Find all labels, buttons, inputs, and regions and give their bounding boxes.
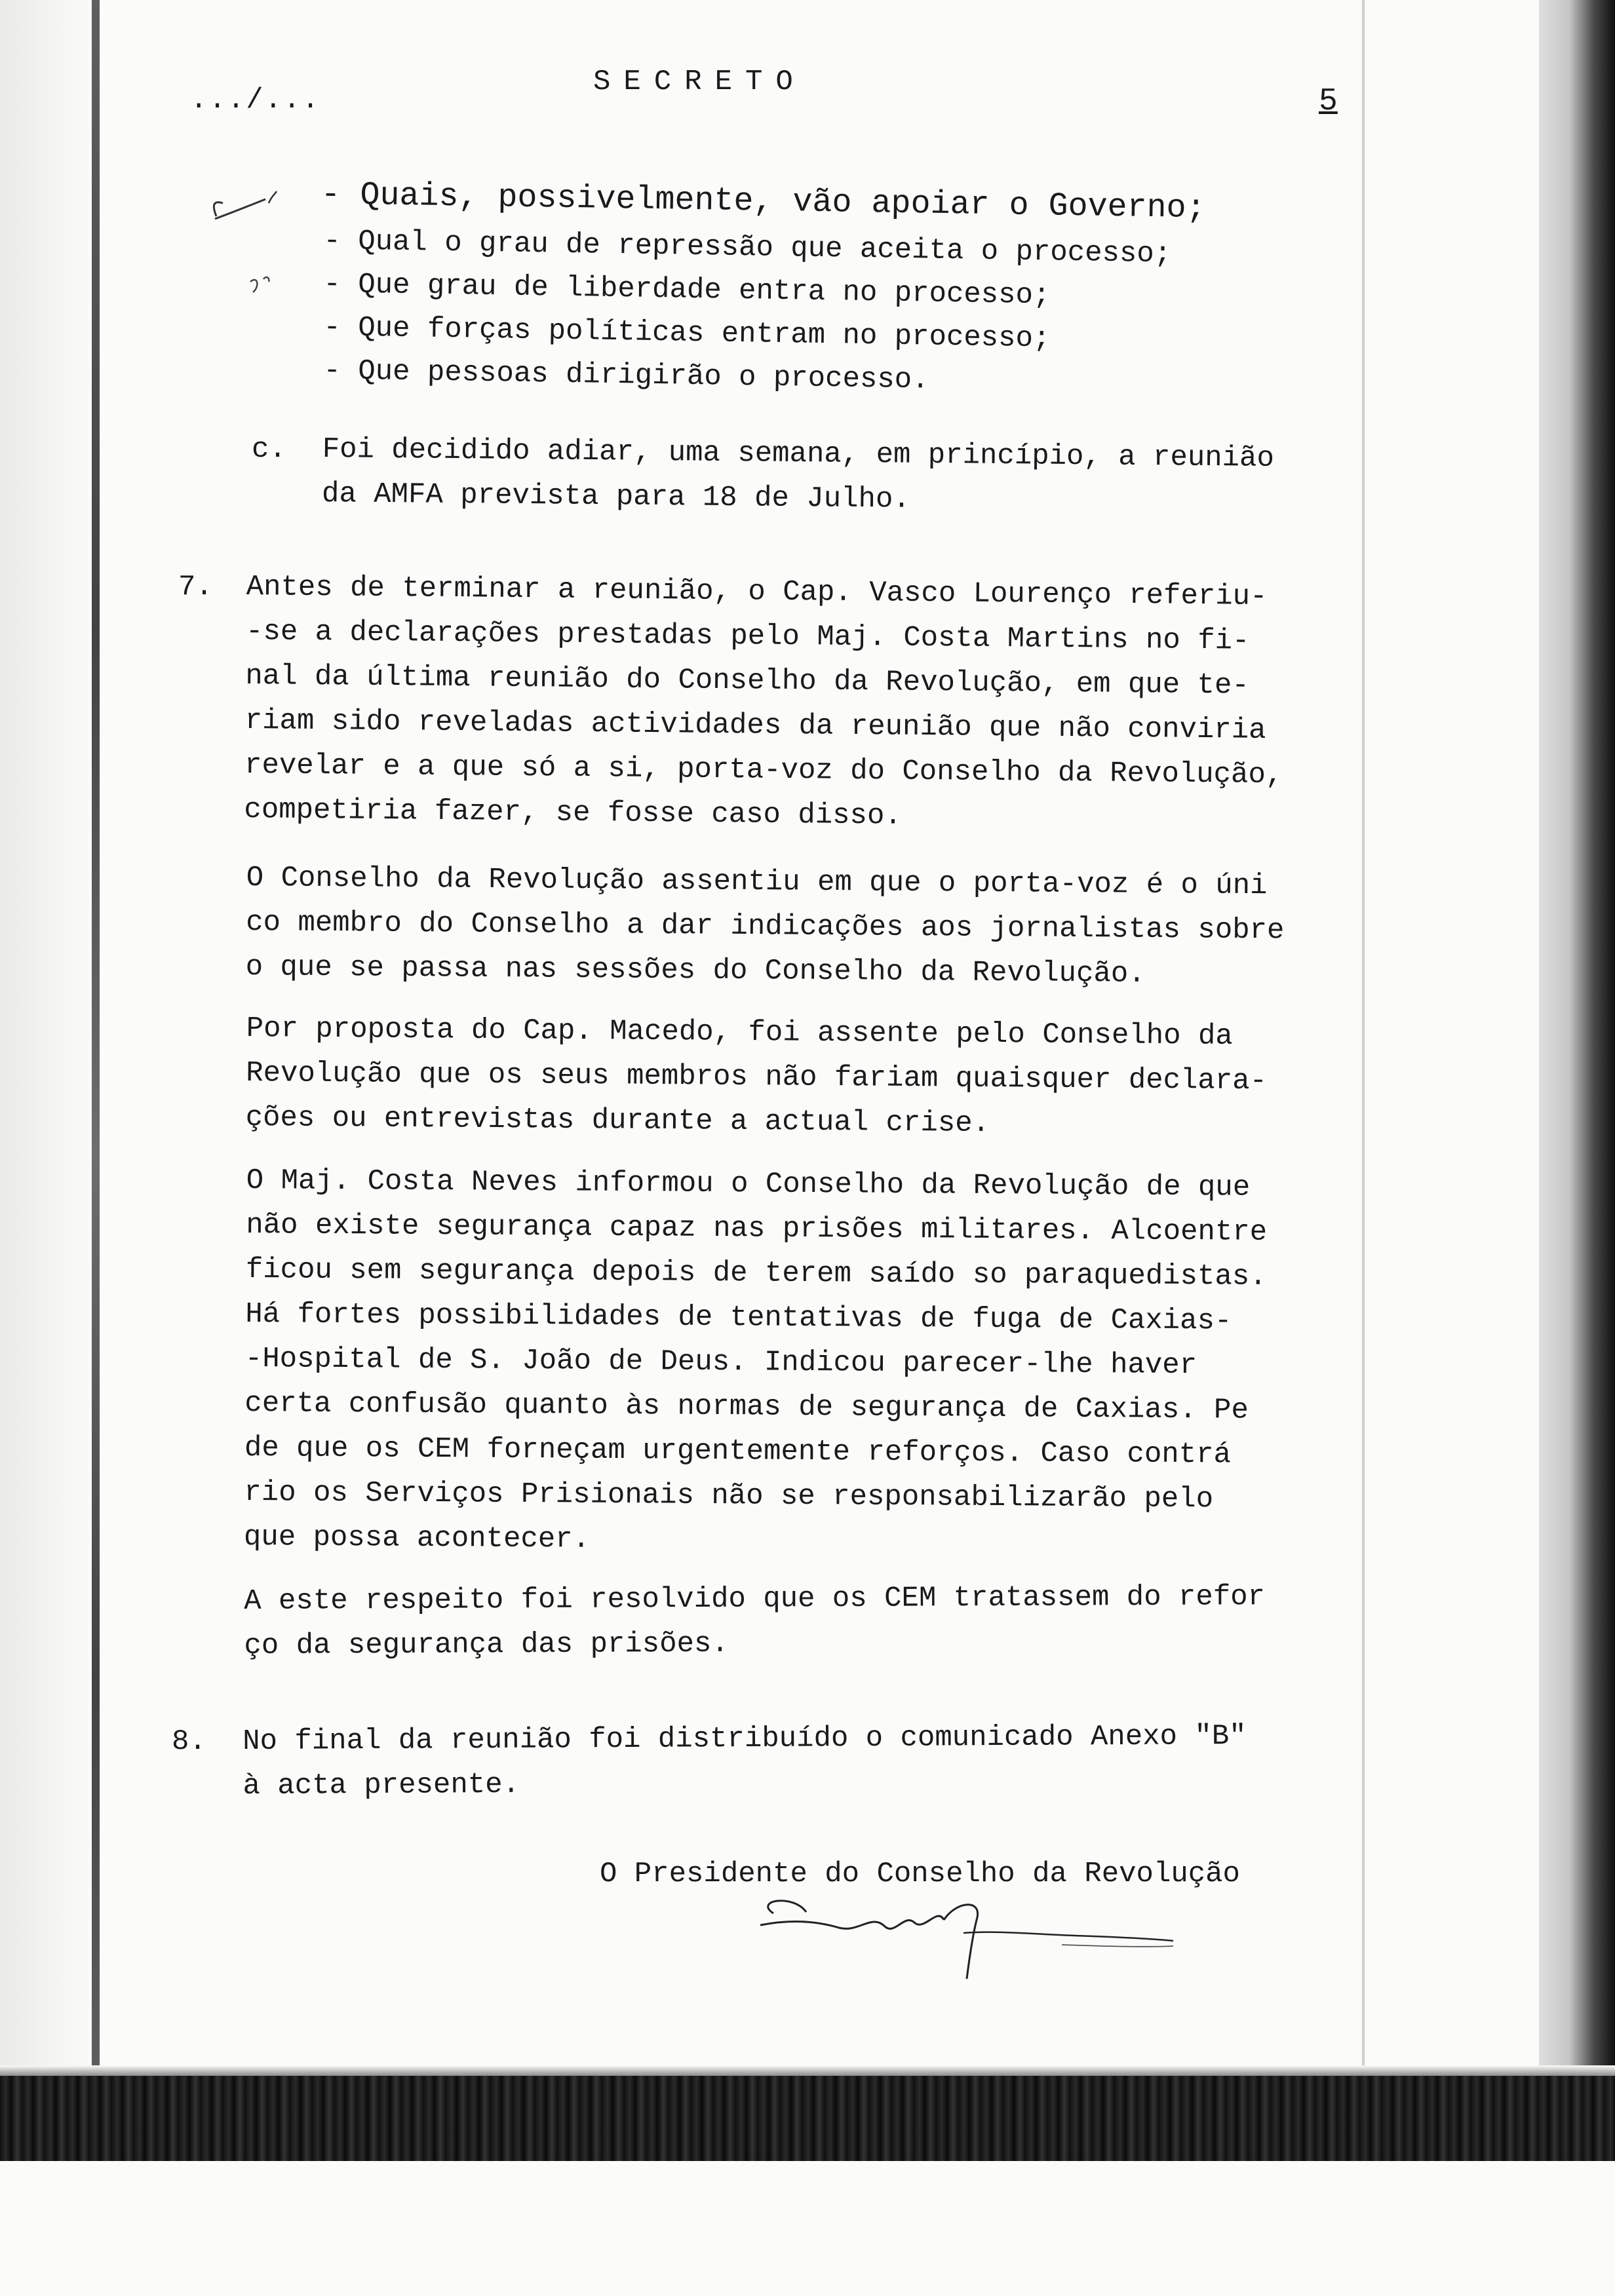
item-7-paragraph-1 — [244, 565, 1285, 842]
handwritten-signature — [747, 1894, 1180, 1992]
text-line: Há fortes possibilidades de tentativas de fuga de Caxias- — [245, 1297, 1232, 1338]
text-line: Antes de terminar a reunião, o Cap. Vasco Lourenço referiu- — [246, 570, 1268, 613]
text-line: rio os Serviços Prisionais não se responsabilizarão pelo — [244, 1476, 1214, 1516]
list-item: - Qual o grau de repressão que aceita o processo; — [323, 224, 1172, 271]
text-line: ficou sem segurança depois de terem saído so paraquedistas. — [245, 1253, 1267, 1293]
text-line: à acta presente. — [243, 1768, 520, 1803]
scan-right-inner-line — [1362, 0, 1365, 2071]
page-number: 5 — [1319, 84, 1338, 119]
signatory-title: O Presidente do Conselho da Revolução — [600, 1858, 1240, 1890]
item-marker: c. — [252, 433, 286, 466]
text-line: nal da última reunião do Conselho da Revolução, em que te- — [245, 659, 1249, 702]
list-item: - Que forças políticas entram no processo; — [323, 311, 1051, 356]
text-line: de que os CEM forneçam urgentemente reforços. Caso contrá — [244, 1431, 1232, 1472]
text-line: da AMFA prevista para 18 de Julho. — [321, 477, 910, 516]
text-line: certa confusão quanto às normas de segurança de Caxias. Pe — [244, 1387, 1249, 1427]
item-7-paragraph-5 — [244, 1575, 1265, 1668]
text-line: ções ou entrevistas durante a actual crise. — [245, 1101, 990, 1140]
text-line: riam sido reveladas actividades da reunião que não conviria — [244, 704, 1266, 747]
scan-left-edge — [0, 0, 98, 2097]
text-line: que possa acontecer. — [243, 1520, 591, 1556]
text-line: não existe segurança capaz nas prisões militares. Alcoentre — [246, 1208, 1268, 1249]
item-7-paragraph-2 — [245, 856, 1285, 997]
text-line: Por proposta do Cap. Macedo, foi assente pelo Conselho da — [246, 1012, 1233, 1053]
handwritten-margin-marks — [203, 177, 334, 308]
text-line: competiria fazer, se fosse caso disso. — [244, 793, 902, 833]
text-line: co membro do Conselho a dar indicações aos jornalistas sobre — [246, 906, 1285, 947]
item-7-paragraph-3 — [245, 1006, 1267, 1148]
scan-right-edge — [1539, 0, 1615, 2130]
text-line: No final da reunião foi distribuído o comunicado Anexo "B" — [243, 1719, 1247, 1758]
text-line: Revolução que os seus membros não fariam quaisquer declara- — [246, 1056, 1268, 1098]
text-line: Foi decidido adiar, uma semana, em princípio, a reunião — [322, 432, 1275, 475]
item-7-paragraph-4 — [244, 1158, 1268, 1567]
item-marker: 7. — [178, 571, 213, 603]
item-8-text — [243, 1714, 1247, 1808]
text-line: -se a declarações prestadas pelo Maj. Costa Martins no fi- — [245, 615, 1250, 658]
text-line: o que se passa nas sessões do Conselho da Revolução. — [245, 950, 1146, 991]
text-line: -Hospital de S. João de Deus. Indicou parecer-lhe haver — [244, 1342, 1197, 1383]
list-item: - Quais, possivelmente, vão apoiar o Governo; — [321, 176, 1206, 228]
text-line: revelar e a que só a si, porta-voz do Conselho da Revolução, — [244, 748, 1283, 792]
continuation-mark: .../... — [190, 84, 321, 117]
text-line: A este respeito foi resolvido que os CEM tratassem do refor — [244, 1580, 1266, 1618]
item-c-text — [322, 427, 1274, 526]
scan-left-binding-line — [92, 0, 100, 2097]
text-line: O Maj. Costa Neves informou o Conselho da Revolução de que — [246, 1164, 1251, 1204]
list-item: - Que grau de liberdade entra no processo; — [323, 267, 1051, 313]
text-line: O Conselho da Revolução assentiu em que o porta-voz é o úni — [246, 861, 1268, 903]
list-item: - Que pessoas dirigirão o processo. — [323, 354, 929, 397]
scan-bottom-band — [0, 2076, 1615, 2161]
classification-header: SECRETO — [593, 66, 806, 98]
text-line: ço da segurança das prisões. — [244, 1627, 729, 1662]
item-marker: 8. — [172, 1725, 206, 1758]
